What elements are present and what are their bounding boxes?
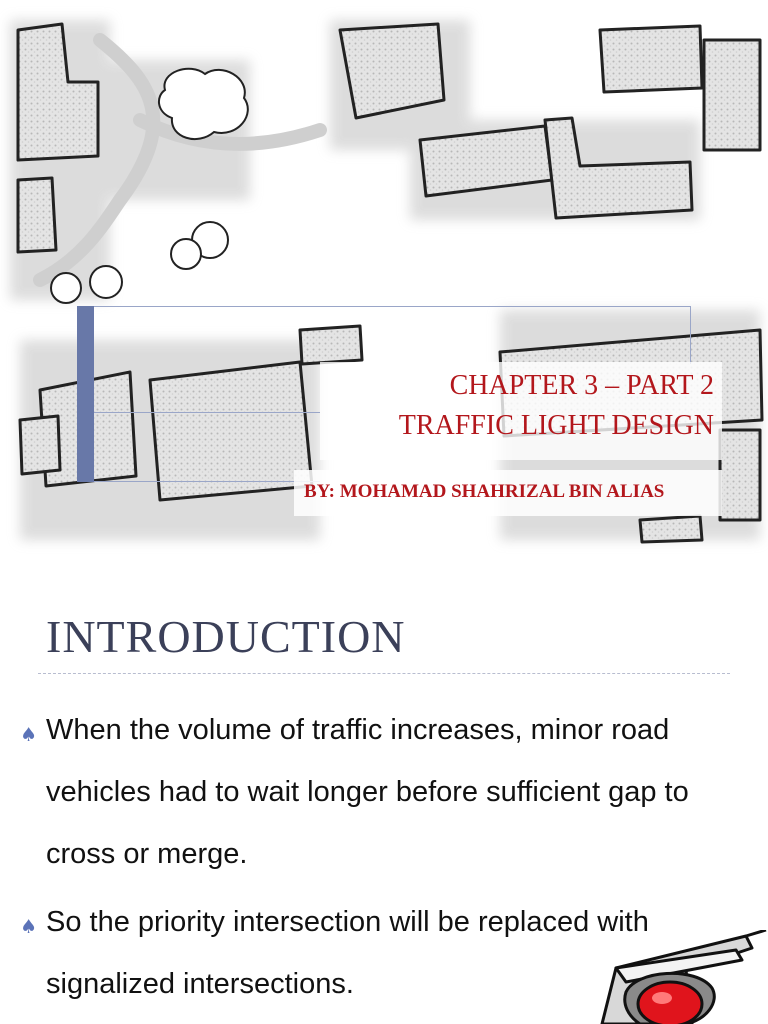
topic-title: TRAFFIC LIGHT DESIGN <box>398 410 714 441</box>
accent-bar <box>77 306 94 482</box>
bullet-2-line-2: signalized intersections. <box>46 968 354 1000</box>
author-box <box>294 470 722 516</box>
bullet-1-line-1: When the volume of traffic increases, minor road <box>46 714 670 746</box>
heading-divider <box>38 673 730 674</box>
spade-icon: ♠ <box>20 916 38 938</box>
chapter-title: CHAPTER 3 – PART 2 <box>449 370 714 401</box>
title-box <box>320 362 722 460</box>
frame-line-middle <box>92 412 320 413</box>
bullet-2-line-1: So the priority intersection will be replaced with <box>46 906 649 938</box>
spade-icon: ♠ <box>20 724 38 746</box>
bullet-1-line-3: cross or merge. <box>46 838 248 870</box>
bullet-1-line-2: vehicles had to wait longer before sufficient gap to <box>46 776 689 808</box>
author-line: BY: MOHAMAD SHAHRIZAL BIN ALIAS <box>304 481 665 502</box>
slide-heading: INTRODUCTION <box>46 611 406 662</box>
frame-line-right <box>690 306 691 364</box>
frame-line-top <box>92 306 691 307</box>
frame-line-bottom <box>92 481 320 482</box>
introduction-slide <box>0 576 768 1024</box>
traffic-light-sketch-icon <box>596 930 768 1024</box>
